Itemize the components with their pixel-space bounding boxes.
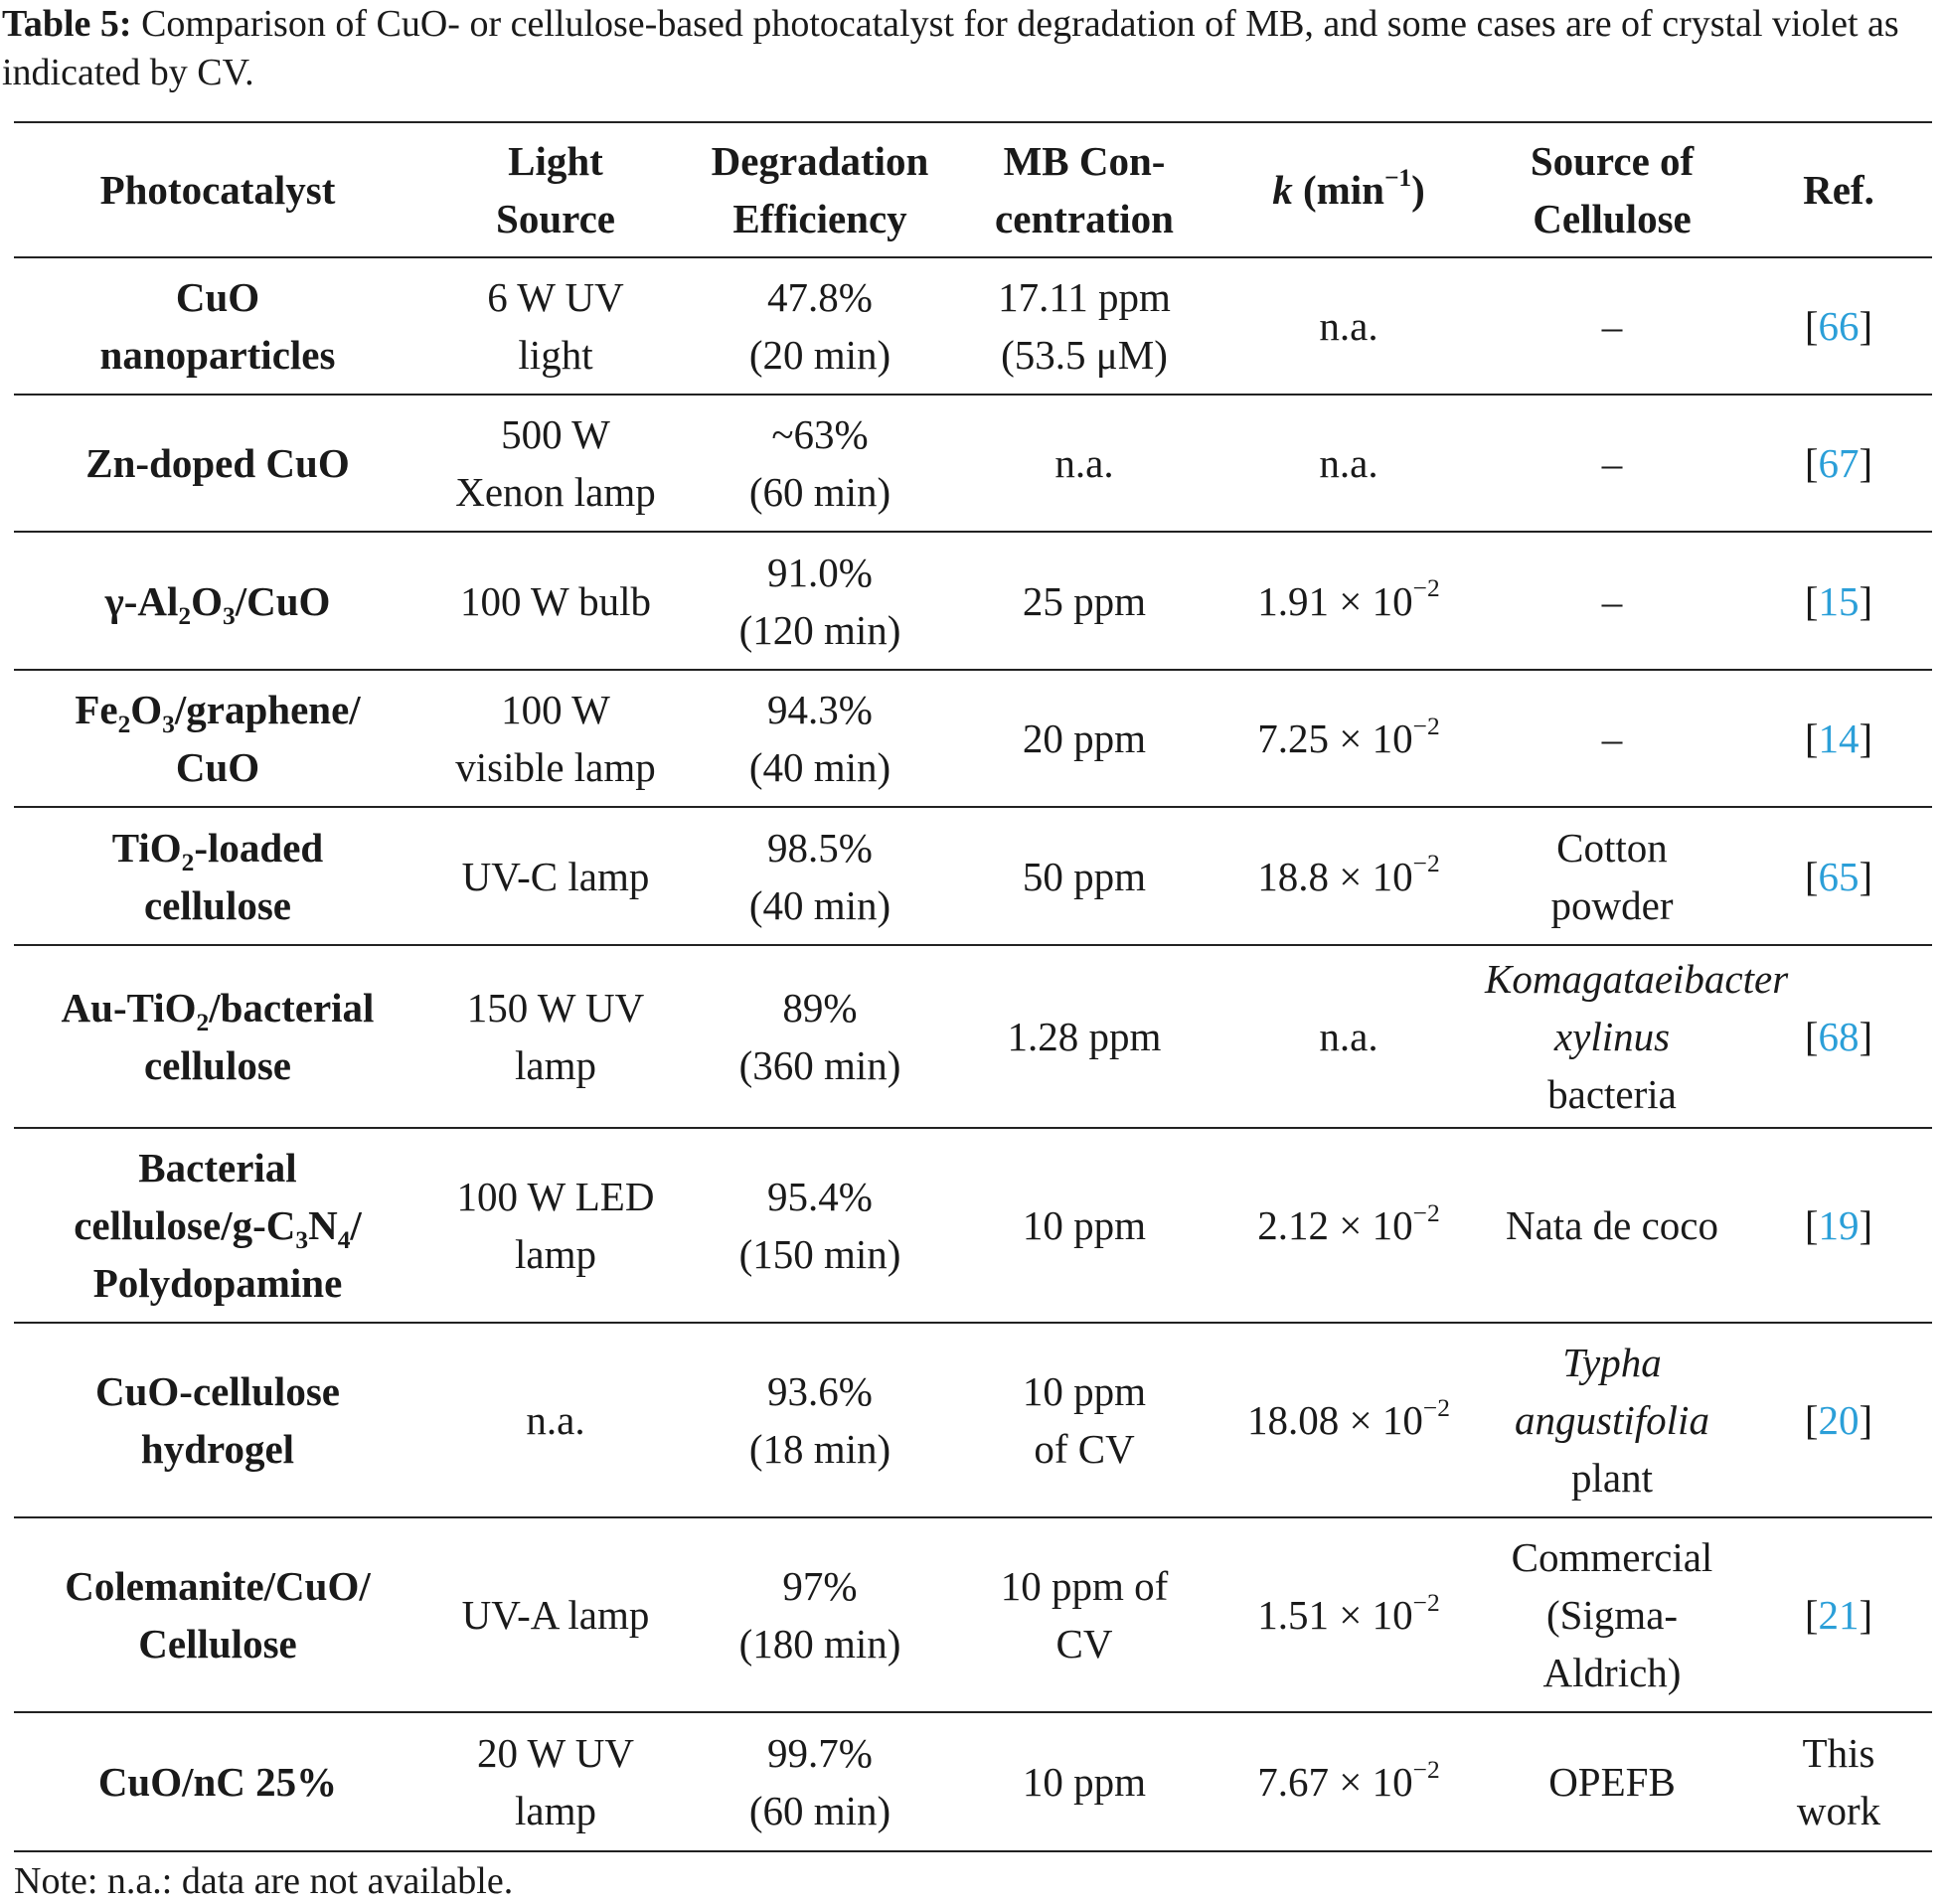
formula-part: /bacterial bbox=[209, 985, 375, 1031]
cell-text: UV-A lamp bbox=[461, 1592, 650, 1638]
cell-text: 10 ppm of bbox=[1000, 1563, 1169, 1609]
table-row bbox=[14, 395, 1932, 532]
cell-ref bbox=[1745, 1128, 1932, 1323]
cell-concentration bbox=[950, 1128, 1218, 1323]
ref-bracket: ] bbox=[1859, 853, 1873, 899]
formula-part: Bacterial bbox=[138, 1145, 297, 1190]
k-exponent: −2 bbox=[1412, 850, 1440, 878]
cell-text: (360 min) bbox=[738, 1042, 901, 1088]
cell-ref bbox=[1745, 395, 1932, 532]
cell-source bbox=[1479, 1323, 1745, 1517]
cell-source bbox=[1479, 1128, 1745, 1323]
cell-efficiency bbox=[690, 670, 950, 807]
cell-text: Zn-doped CuO bbox=[85, 440, 350, 486]
cell-efficiency bbox=[690, 1128, 950, 1323]
cell-text: visible lamp bbox=[455, 744, 656, 790]
cell-concentration bbox=[950, 670, 1218, 807]
header-concentration-line2: centration bbox=[995, 196, 1174, 241]
header-light-source bbox=[421, 122, 690, 257]
ref-bracket: ] bbox=[1859, 303, 1873, 349]
formula-subscript: 2 bbox=[196, 1009, 210, 1037]
cell-concentration bbox=[950, 532, 1218, 670]
cell-concentration bbox=[950, 395, 1218, 532]
k-base: 10 bbox=[1372, 1592, 1413, 1638]
cell-efficiency bbox=[690, 807, 950, 945]
cell-ref bbox=[1745, 670, 1932, 807]
cell-text: Nata de coco bbox=[1506, 1202, 1718, 1248]
formula-part: cellulose bbox=[143, 1042, 292, 1088]
ref-bracket: [ bbox=[1804, 1397, 1819, 1443]
header-k-unit-close: ) bbox=[1411, 167, 1425, 213]
species-name: xylinus bbox=[1553, 1014, 1671, 1059]
cell-photocatalyst bbox=[14, 1517, 421, 1712]
cell-text: 94.3% bbox=[767, 687, 873, 732]
k-mantissa: 7.67 bbox=[1257, 1759, 1330, 1805]
k-exponent: −2 bbox=[1412, 1755, 1440, 1784]
k-exponent: −2 bbox=[1422, 1393, 1450, 1422]
cell-text: 20 ppm bbox=[1022, 715, 1147, 761]
cell-concentration bbox=[950, 1323, 1218, 1517]
header-source-line2: Cellulose bbox=[1533, 196, 1692, 241]
cell-text: 10 ppm bbox=[1022, 1759, 1147, 1805]
formula-part: cellulose/g-C bbox=[74, 1202, 296, 1248]
cell-light bbox=[421, 395, 690, 532]
cell-text: n.a. bbox=[1319, 1014, 1378, 1059]
header-photocatalyst-label: Photocatalyst bbox=[99, 167, 336, 213]
cell-text: 20 W UV bbox=[477, 1730, 634, 1776]
cell-source bbox=[1479, 395, 1745, 532]
cell-text: CuO bbox=[175, 274, 260, 320]
header-concentration-line1: MB Con- bbox=[1003, 138, 1166, 184]
ref-link-14[interactable]: 14 bbox=[1818, 715, 1860, 761]
cell-text: Cellulose bbox=[138, 1621, 297, 1666]
formula-part: Fe bbox=[75, 687, 118, 732]
cell-text: UV-C lamp bbox=[461, 853, 650, 899]
header-source-line1: Source of bbox=[1530, 138, 1695, 184]
cell-light bbox=[421, 945, 690, 1128]
formula-subscript: 2 bbox=[178, 601, 192, 630]
cell-concentration bbox=[950, 1517, 1218, 1712]
header-ref-label: Ref. bbox=[1803, 167, 1874, 213]
cell-text: n.a. bbox=[1319, 440, 1378, 486]
ref-link-65[interactable]: 65 bbox=[1818, 853, 1860, 899]
k-mantissa: 18.8 bbox=[1257, 853, 1330, 899]
ref-link-66[interactable]: 66 bbox=[1818, 303, 1860, 349]
cell-photocatalyst bbox=[14, 1323, 421, 1517]
header-efficiency-line1: Degradation bbox=[711, 138, 929, 184]
cell-source bbox=[1479, 532, 1745, 670]
cell-text: 95.4% bbox=[767, 1174, 873, 1219]
times-sign: × bbox=[1339, 853, 1363, 899]
cell-light bbox=[421, 1323, 690, 1517]
k-mantissa: 1.51 bbox=[1257, 1592, 1330, 1638]
cell-text: (180 min) bbox=[738, 1621, 901, 1666]
formula-part: CuO bbox=[175, 744, 260, 790]
cell-photocatalyst bbox=[14, 1128, 421, 1323]
header-source bbox=[1479, 122, 1745, 257]
cell-k bbox=[1218, 257, 1479, 395]
ref-link-68[interactable]: 68 bbox=[1818, 1014, 1860, 1059]
cell-text: (40 min) bbox=[748, 744, 891, 790]
header-k-unit-exp: −1 bbox=[1383, 163, 1412, 192]
times-sign: × bbox=[1339, 1202, 1363, 1248]
k-mantissa: 1.91 bbox=[1257, 577, 1330, 624]
cell-text: CuO/nC 25% bbox=[97, 1759, 338, 1805]
formula-part: -loaded bbox=[194, 824, 324, 871]
cell-text: work bbox=[1796, 1788, 1881, 1833]
cell-text: hydrogel bbox=[140, 1426, 295, 1472]
table-row bbox=[14, 532, 1932, 670]
cell-light bbox=[421, 1517, 690, 1712]
cell-text: lamp bbox=[515, 1788, 596, 1833]
cell-text: (60 min) bbox=[748, 1788, 891, 1833]
cell-light bbox=[421, 807, 690, 945]
cell-ref bbox=[1745, 532, 1932, 670]
formula-subscript: 3 bbox=[223, 601, 236, 630]
cell-text: Commercial bbox=[1511, 1534, 1713, 1580]
cell-text: nanoparticles bbox=[99, 332, 336, 378]
cell-text: Aldrich) bbox=[1542, 1650, 1682, 1695]
species-name: angustifolia bbox=[1515, 1397, 1709, 1443]
cell-text: 89% bbox=[782, 985, 858, 1031]
ref-bracket: [ bbox=[1804, 1592, 1819, 1638]
cell-ref bbox=[1745, 807, 1932, 945]
k-exponent: −2 bbox=[1412, 1198, 1440, 1227]
cell-k bbox=[1218, 1128, 1479, 1323]
k-base: 10 bbox=[1372, 715, 1413, 761]
table-row bbox=[14, 1517, 1932, 1712]
cell-source bbox=[1479, 945, 1789, 1128]
cell-k bbox=[1218, 670, 1479, 807]
formula-part: N bbox=[308, 1202, 338, 1248]
cell-k bbox=[1218, 395, 1479, 532]
cell-concentration bbox=[950, 945, 1218, 1128]
cell-efficiency bbox=[690, 257, 950, 395]
cell-photocatalyst bbox=[14, 532, 421, 670]
cell-text: (Sigma- bbox=[1545, 1592, 1679, 1638]
caption-label: Table 5: bbox=[2, 3, 132, 45]
cell-text: of CV bbox=[1034, 1426, 1135, 1472]
ref-bracket: [ bbox=[1804, 440, 1819, 486]
ref-bracket: ] bbox=[1859, 577, 1873, 624]
cell-text: 100 W bulb bbox=[459, 577, 652, 624]
k-mantissa: 18.08 bbox=[1247, 1397, 1340, 1443]
table-row bbox=[14, 670, 1932, 807]
k-base: 10 bbox=[1381, 1397, 1423, 1443]
cell-efficiency bbox=[690, 945, 950, 1128]
cell-source bbox=[1479, 257, 1745, 395]
cell-text: plant bbox=[1571, 1455, 1653, 1501]
cell-text: 50 ppm bbox=[1022, 853, 1147, 899]
ref-bracket: ] bbox=[1859, 715, 1873, 761]
cell-concentration bbox=[950, 807, 1218, 945]
cell-text: n.a. bbox=[526, 1397, 585, 1443]
formula-subscript: 2 bbox=[117, 711, 131, 739]
formula-part: /CuO bbox=[235, 577, 331, 624]
cell-text: – bbox=[1601, 440, 1623, 486]
table-row bbox=[14, 1712, 1932, 1851]
cell-efficiency bbox=[690, 1323, 950, 1517]
ref-bracket: ] bbox=[1859, 440, 1873, 486]
cell-text: CV bbox=[1055, 1621, 1113, 1666]
cell-light bbox=[421, 257, 690, 395]
formula-subscript: 2 bbox=[181, 848, 195, 876]
table-row bbox=[14, 807, 1932, 945]
ref-bracket: [ bbox=[1804, 577, 1819, 624]
cell-text: (150 min) bbox=[738, 1231, 901, 1277]
species-name: Typha bbox=[1562, 1340, 1662, 1385]
formula-part: TiO bbox=[111, 824, 182, 871]
cell-text: 93.6% bbox=[767, 1368, 873, 1414]
cell-photocatalyst bbox=[14, 670, 421, 807]
formula-part: O bbox=[130, 687, 163, 732]
header-photocatalyst bbox=[14, 122, 421, 257]
cell-light bbox=[421, 1712, 690, 1851]
cell-text: 47.8% bbox=[767, 274, 873, 320]
cell-text: Cotton bbox=[1556, 824, 1668, 871]
k-base: 10 bbox=[1372, 577, 1413, 624]
k-exponent: −2 bbox=[1412, 1588, 1440, 1617]
cell-source bbox=[1479, 807, 1745, 945]
cell-ref bbox=[1745, 1712, 1932, 1851]
cell-text: OPEFB bbox=[1548, 1759, 1676, 1805]
formula-part: O bbox=[191, 577, 224, 624]
cell-k bbox=[1218, 945, 1479, 1128]
k-mantissa: 2.12 bbox=[1257, 1202, 1330, 1248]
k-exponent: −2 bbox=[1412, 712, 1440, 740]
cell-text: 150 W UV bbox=[466, 985, 645, 1031]
header-k-unit: (min bbox=[1292, 167, 1384, 213]
ref-bracket: ] bbox=[1859, 1592, 1873, 1638]
k-base: 10 bbox=[1372, 1202, 1413, 1248]
cell-text: 100 W bbox=[501, 687, 610, 732]
cell-ref bbox=[1745, 1323, 1932, 1517]
cell-text: 99.7% bbox=[767, 1730, 873, 1776]
cell-text: lamp bbox=[515, 1231, 596, 1277]
times-sign: × bbox=[1349, 1397, 1373, 1443]
times-sign: × bbox=[1339, 577, 1363, 624]
cell-photocatalyst bbox=[14, 807, 421, 945]
cell-k bbox=[1218, 532, 1479, 670]
cell-k bbox=[1218, 1323, 1479, 1517]
cell-text: 98.5% bbox=[767, 824, 873, 871]
cell-text: (53.5 μM) bbox=[1001, 332, 1168, 378]
cell-text: 100 W LED bbox=[456, 1174, 655, 1219]
cell-k bbox=[1218, 1712, 1479, 1851]
cell-text: lamp bbox=[515, 1042, 596, 1088]
formula-subscript: 3 bbox=[162, 711, 175, 739]
ref-bracket: [ bbox=[1804, 1014, 1819, 1059]
header-light-source-line1: Light bbox=[508, 138, 603, 184]
cell-text: 1.28 ppm bbox=[1007, 1014, 1162, 1059]
ref-bracket: [ bbox=[1804, 1202, 1819, 1248]
formula-part: γ-Al bbox=[104, 577, 179, 624]
cell-text: 25 ppm bbox=[1022, 577, 1147, 624]
ref-link-21[interactable]: 21 bbox=[1818, 1592, 1860, 1638]
ref-bracket: ] bbox=[1859, 1397, 1873, 1443]
cell-ref bbox=[1745, 257, 1932, 395]
formula-subscript: 4 bbox=[337, 1226, 351, 1255]
formula-part: Polydopamine bbox=[92, 1260, 343, 1306]
cell-text: 17.11 ppm bbox=[998, 274, 1171, 320]
cell-text: (40 min) bbox=[748, 881, 891, 928]
cell-k bbox=[1218, 1517, 1479, 1712]
header-ref bbox=[1745, 122, 1932, 257]
cell-text: (20 min) bbox=[748, 332, 891, 378]
k-mantissa: 7.25 bbox=[1257, 715, 1330, 761]
header-efficiency-line2: Efficiency bbox=[732, 196, 907, 241]
cell-text: (18 min) bbox=[748, 1426, 891, 1472]
ref-link-20[interactable]: 20 bbox=[1818, 1397, 1860, 1443]
table-row bbox=[14, 257, 1932, 395]
cell-source bbox=[1479, 1517, 1745, 1712]
cell-photocatalyst bbox=[14, 395, 421, 532]
k-base: 10 bbox=[1372, 1759, 1413, 1805]
ref-link-19[interactable]: 19 bbox=[1818, 1202, 1860, 1248]
cell-ref bbox=[1745, 1517, 1932, 1712]
cell-efficiency bbox=[690, 1712, 950, 1851]
cell-text: This bbox=[1802, 1730, 1875, 1776]
cell-text: – bbox=[1601, 715, 1623, 761]
cell-source bbox=[1479, 670, 1745, 807]
formula-part: Au-TiO bbox=[61, 985, 197, 1031]
cell-efficiency bbox=[690, 532, 950, 670]
table-caption bbox=[2, 0, 1940, 97]
table-row bbox=[14, 945, 1932, 1128]
header-efficiency bbox=[690, 122, 950, 257]
cell-text: 10 ppm bbox=[1022, 1202, 1147, 1248]
table-note: Note: n.a.: data are not available. bbox=[14, 1860, 514, 1902]
cell-source bbox=[1479, 1712, 1745, 1851]
cell-efficiency bbox=[690, 1517, 950, 1712]
cell-text: powder bbox=[1550, 881, 1674, 928]
species-name: Komagataeibacter bbox=[1485, 956, 1789, 1002]
cell-text: (60 min) bbox=[748, 469, 891, 515]
ref-bracket: ] bbox=[1859, 1202, 1873, 1248]
cell-k bbox=[1218, 807, 1479, 945]
table-row bbox=[14, 1323, 1932, 1517]
cell-text: light bbox=[518, 332, 593, 378]
cell-photocatalyst bbox=[14, 1712, 421, 1851]
header-k-variable: k bbox=[1272, 167, 1293, 213]
cell-text: n.a. bbox=[1054, 440, 1114, 486]
cell-light bbox=[421, 532, 690, 670]
cell-text: 500 W bbox=[501, 411, 610, 457]
times-sign: × bbox=[1339, 715, 1363, 761]
cell-text: 97% bbox=[782, 1563, 858, 1609]
cell-text: Xenon lamp bbox=[455, 469, 656, 515]
formula-part: / bbox=[350, 1202, 362, 1248]
k-base: 10 bbox=[1372, 853, 1413, 899]
k-exponent: −2 bbox=[1412, 574, 1440, 603]
header-k bbox=[1218, 122, 1479, 257]
cell-text: n.a. bbox=[1319, 303, 1378, 349]
cell-concentration bbox=[950, 1712, 1218, 1851]
cell-light bbox=[421, 670, 690, 807]
header-row bbox=[14, 122, 1932, 257]
cell-text: CuO-cellulose bbox=[95, 1368, 340, 1414]
cell-light bbox=[421, 1128, 690, 1323]
header-light-source-line2: Source bbox=[496, 196, 615, 241]
ref-bracket: ] bbox=[1859, 1014, 1873, 1059]
ref-link-67[interactable]: 67 bbox=[1818, 440, 1860, 486]
cell-text: 91.0% bbox=[767, 549, 873, 595]
table-row bbox=[14, 1128, 1932, 1323]
cell-text: – bbox=[1601, 577, 1623, 624]
cell-photocatalyst bbox=[14, 945, 421, 1128]
comparison-table bbox=[14, 121, 1932, 1852]
cell-efficiency bbox=[690, 395, 950, 532]
header-concentration bbox=[950, 122, 1218, 257]
cell-concentration bbox=[950, 257, 1218, 395]
caption-text: Comparison of CuO- or cellulose-based photocatalyst for degradation of MB, and some cases are of crystal violet as indicated by CV. bbox=[2, 3, 1899, 93]
formula-subscript: 3 bbox=[295, 1226, 309, 1255]
cell-text: ~63% bbox=[771, 411, 869, 457]
ref-link-15[interactable]: 15 bbox=[1818, 577, 1860, 624]
cell-text: 10 ppm bbox=[1022, 1368, 1147, 1414]
formula-part: /graphene/ bbox=[174, 687, 361, 732]
ref-bracket: [ bbox=[1804, 853, 1819, 899]
cell-text: bacteria bbox=[1547, 1071, 1677, 1117]
times-sign: × bbox=[1339, 1592, 1363, 1638]
cell-text: Colemanite/CuO/ bbox=[65, 1563, 371, 1609]
cell-photocatalyst bbox=[14, 257, 421, 395]
cell-text: (120 min) bbox=[738, 606, 901, 653]
cell-text: 6 W UV bbox=[487, 274, 624, 320]
ref-bracket: [ bbox=[1804, 715, 1819, 761]
times-sign: × bbox=[1339, 1759, 1363, 1805]
formula-part: cellulose bbox=[143, 881, 292, 928]
cell-text: – bbox=[1601, 303, 1623, 349]
ref-bracket: [ bbox=[1804, 303, 1819, 349]
